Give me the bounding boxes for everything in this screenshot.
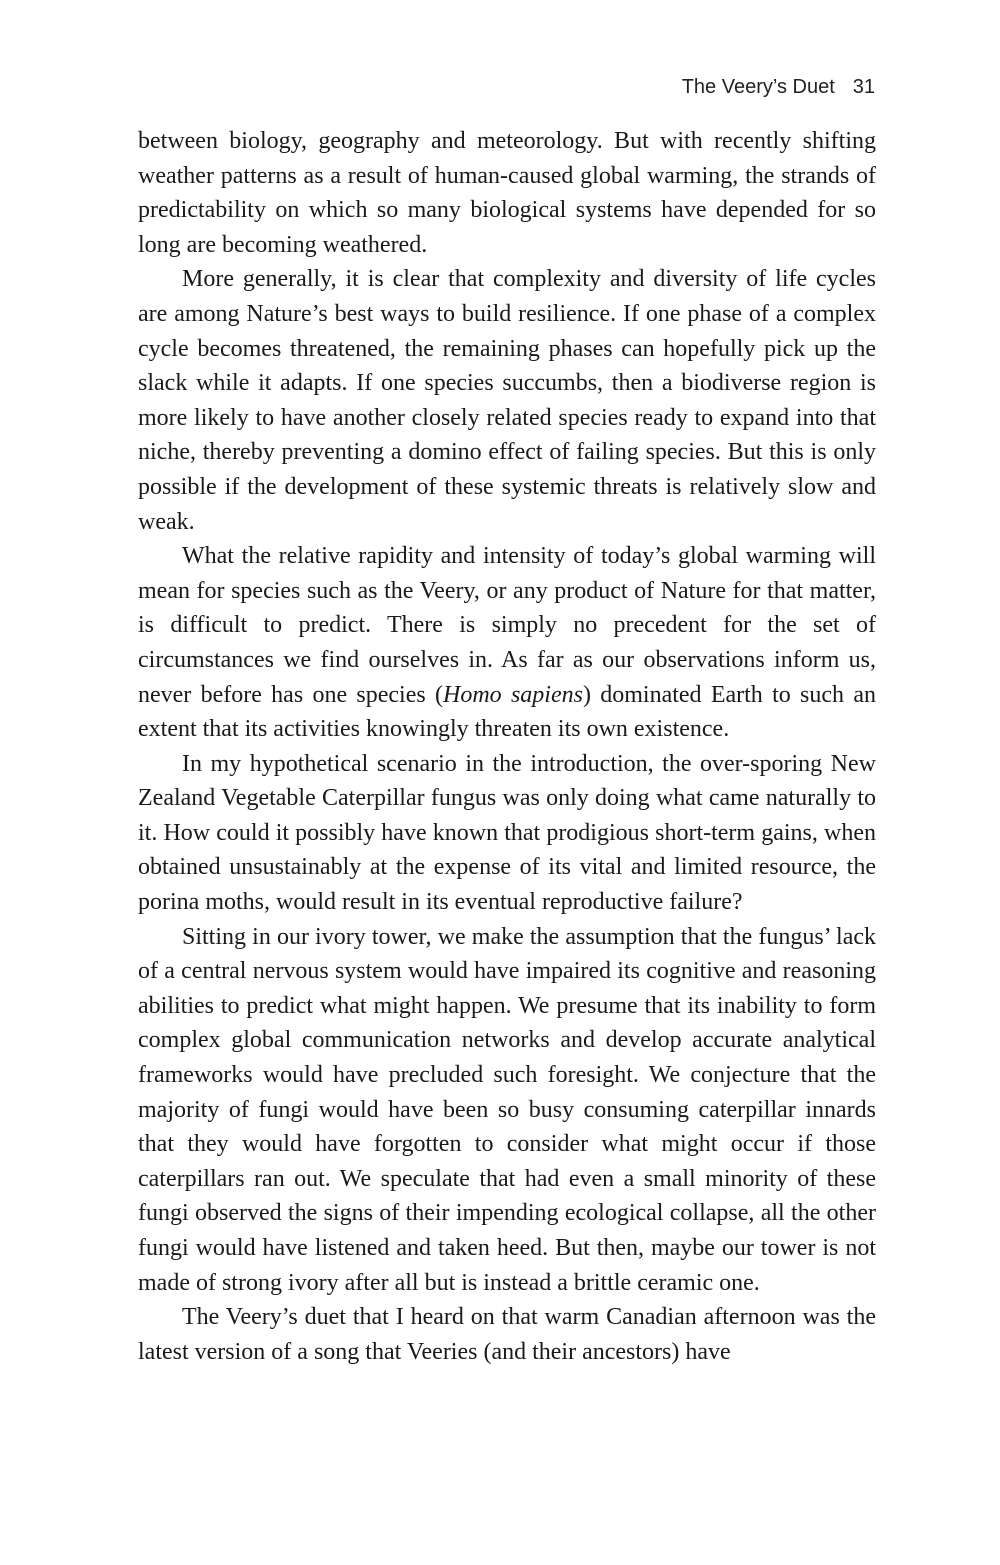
running-header	[682, 76, 875, 99]
paragraph-5: Sitting in our ivory tower, we make the assumption that the fungus’ lack of a central nervous system would have impaired its cognitive and reasoning abilities to predict what might happen. We presume that its inability to form complex global communication networks and develop accurate analytical frameworks would have precluded such foresight. We conjecture that the majority of fungi would have been so busy consuming caterpillar innards that they would have forgotten to consider what might occur if those caterpillars ran out. We speculate that had even a small minority of these fungi observed the signs of their impending ecological collapse, all the other fungi would have listened and taken heed. But then, maybe our tower is not made of strong ivory after all but is instead a brittle ceramic one.	[138, 923, 876, 1296]
paragraph-2: More generally, it is clear that complexity and diversity of life cycles are among Nature’s best ways to build resilience. If one phase of a complex cycle becomes threatened, the remaining phases can hopefully pick up the slack while it adapts. If one species succumbs, then a biodiverse region is more likely to have another closely related species ready to expand into that niche, thereby preventing a domino effect of failing species. But this is only possible if the development of these systemic threats is relatively slow and weak.	[138, 266, 876, 535]
running-title: The Veery’s Duet	[681, 76, 835, 98]
page-number: 31	[852, 76, 875, 98]
paragraph-1: between biology, geography and meteorology. But with recently shifting weather patterns as a result of human-caused global warming, the strands of predictability on which so many biological systems have depended for so long are becoming weathered.	[138, 128, 876, 258]
paragraph-4: In my hypothetical scenario in the introduction, the over-sporing New Zealand Vegetable Caterpillar fungus was only doing what came naturally to it. How could it possibly have known that prodigious short-term gains, when obtained unsustainably at the expense of its vital and limited resource, the porina moths, would result in its eventual reproductive failure?	[138, 750, 876, 916]
paragraph-3	[138, 539, 876, 747]
body-text	[138, 124, 876, 1369]
paragraph-3-text-before: What the relative rapidity and intensity of today’s global warming will mean for species such as the Veery, or any product of Nature for that matter, is difficult to predict. There is simply no precedent for the set of circumstances we find ourselves in. As far as our observations inform us, never before has one species (	[138, 543, 876, 708]
paragraph-6: The Veery’s duet that I heard on that warm Canadian afternoon was the latest version of a song that Veeries (and their ancestors) have	[138, 1304, 876, 1365]
paragraph-3-text-after: ) dominated Earth to such an extent that its activities knowingly threaten its own existence.	[138, 681, 876, 743]
paragraph-3-species-name: Homo sapiens	[442, 681, 583, 708]
